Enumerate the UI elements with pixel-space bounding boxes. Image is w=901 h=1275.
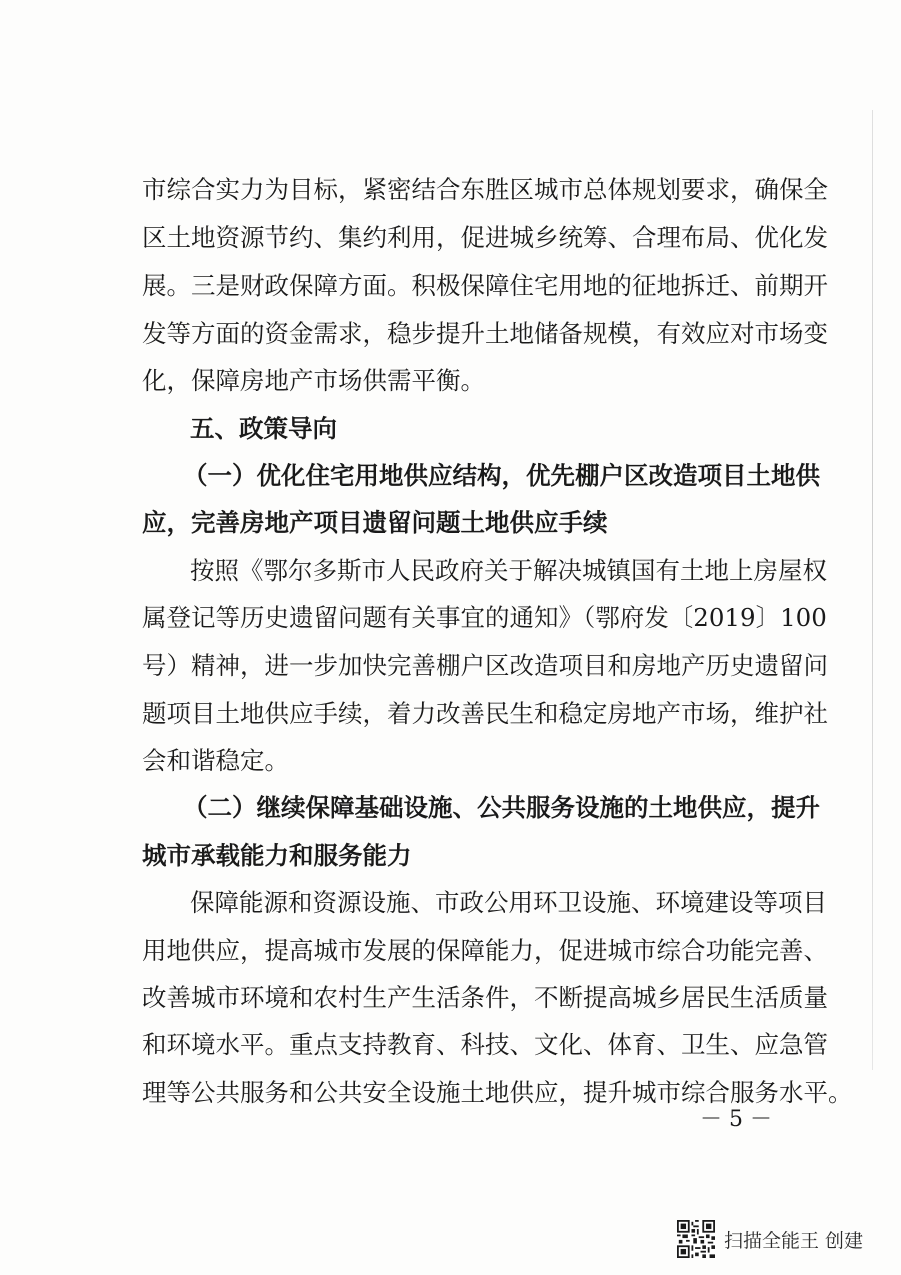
paragraph-1-line-2: 属登记等历史遗留问题有关事宜的通知》（鄂府发〔2019〕100 — [142, 603, 827, 632]
scan-edge-line — [872, 110, 873, 1070]
paragraph-1-line-3: 号）精神，进一步加快完善棚户区改造项目和房地产历史遗留问 — [142, 651, 828, 680]
paragraph-1-line-1: 按照《鄂尔多斯市人民政府关于解决城镇国有土地上房屋权 — [190, 556, 827, 585]
paragraph-2-line-4: 和环境水平。重点支持教育、科技、文化、体育、卫生、应急管 — [142, 1030, 828, 1059]
scanner-watermark — [677, 1219, 863, 1259]
section-heading: 五、政策导向 — [190, 414, 337, 443]
scanner-label: 扫描全能王 创建 — [724, 1229, 864, 1252]
body-line-3: 展。三是财政保障方面。积极保障住宅用地的征地拆迁、前期开 — [142, 271, 828, 300]
paragraph-1-line-4: 题项目土地供应手续，着力改善民生和稳定房地产市场，维护社 — [142, 699, 828, 728]
paragraph-2-line-5: 理等公共服务和公共安全设施土地供应，提升城市综合服务水平。 — [142, 1078, 853, 1107]
paragraph-2-line-3: 改善城市环境和农村生产生活条件，不断提高城乡居民生活质量 — [142, 983, 828, 1012]
body-line-1: 市综合实力为目标，紧密结合东胜区城市总体规划要求，确保全 — [142, 175, 828, 204]
qr-code-icon — [677, 1220, 715, 1258]
body-line-4: 发等方面的资金需求，稳步提升土地储备规模，有效应对市场变 — [142, 319, 828, 348]
paragraph-1-line-5: 会和谐稳定。 — [142, 746, 289, 775]
paragraph-2-line-1: 保障能源和资源设施、市政公用环卫设施、环境建设等项目 — [190, 888, 827, 917]
paragraph-2-line-2: 用地供应，提高城市发展的保障能力，促进城市综合功能完善、 — [142, 936, 828, 965]
page-number: － 5 － — [700, 1107, 772, 1132]
subheading-1-line-2: 应，完善房地产项目遗留问题土地供应手续 — [142, 508, 608, 537]
body-line-5: 化，保障房地产市场供需平衡。 — [142, 366, 485, 395]
subheading-2-line-1: （二）继续保障基础设施、公共服务设施的土地供应，提升 — [183, 793, 820, 822]
subheading-1-line-1: （一）优化住宅用地供应结构，优先棚户区改造项目土地供 — [183, 461, 820, 490]
body-line-2: 区土地资源节约、集约利用，促进城乡统筹、合理布局、优化发 — [142, 223, 828, 252]
subheading-2-line-2: 城市承载能力和服务能力 — [142, 841, 412, 870]
